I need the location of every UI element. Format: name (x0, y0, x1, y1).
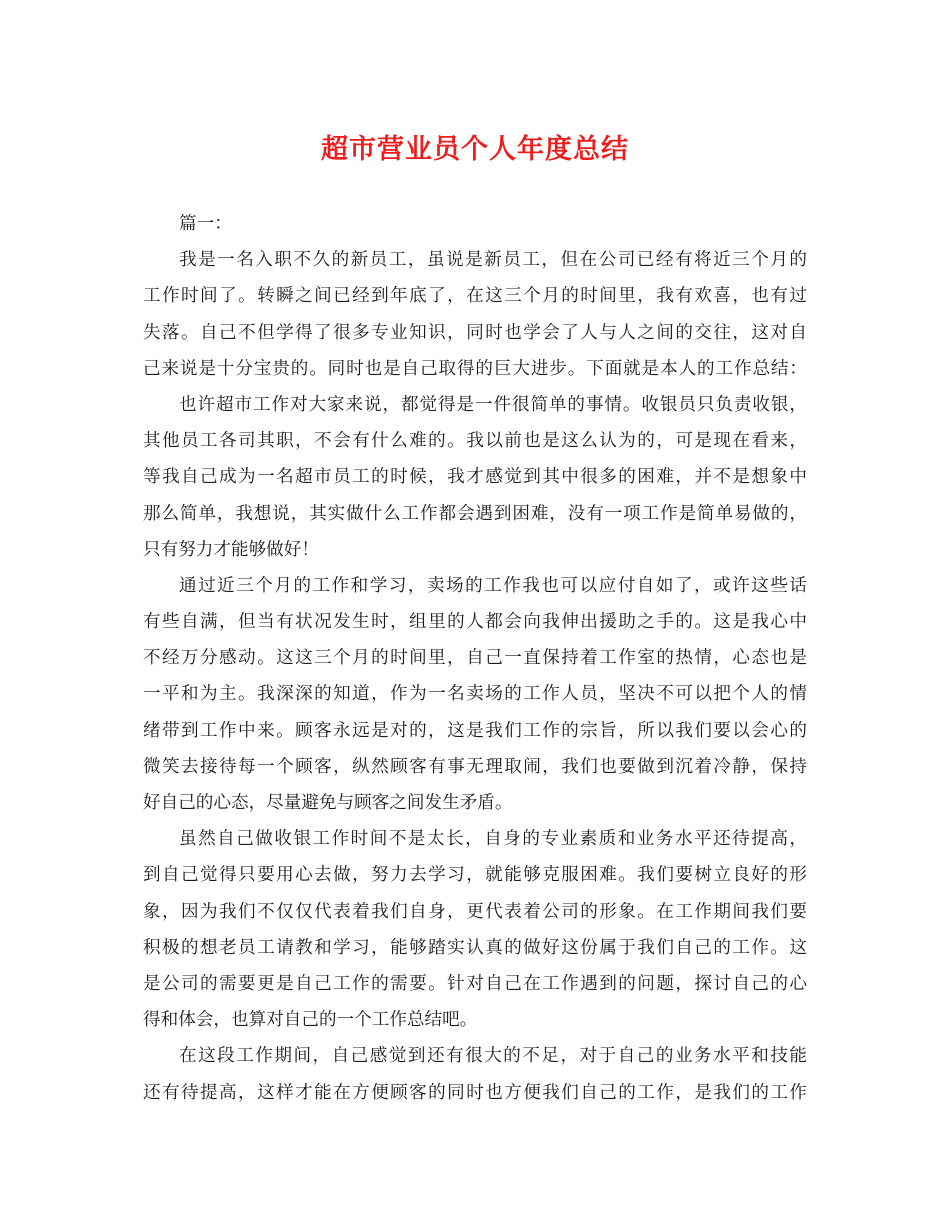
body-text-line: 一平和为主。我深深的知道，作为一名卖场的工作人员，坚决不可以把个人的情 (143, 684, 807, 705)
body-text-line: 那么简单，我想说，其实做什么工作都会遇到困难，没有一项工作是简单易做的， (143, 503, 807, 524)
body-text-line: 到自己觉得只要用心去做，努力去学习，就能够克服困难。我们要树立良好的形 (143, 865, 807, 886)
body-text-line: 得和体会，也算对自己的一个工作总结吧。 (143, 1010, 478, 1031)
body-text-line: 不经万分感动。这这三个月的时间里，自己一直保持着工作室的热情，心态也是 (143, 648, 807, 669)
body-text-line: 微笑去接待每一个顾客，纵然顾客有事无理取闹，我们也要做到沉着冷静，保持 (143, 756, 807, 777)
body-text-line: 通过近三个月的工作和学习，卖场的工作我也可以应付自如了，或许这些话 (179, 575, 807, 596)
body-text-line: 只有努力才能够做好！ (143, 539, 319, 560)
body-text-line: 等我自己成为一名超市员工的时候，我才感觉到其中很多的困难，并不是想象中 (143, 467, 807, 488)
body-text-line: 篇一： (179, 214, 232, 234)
body-text-line: 虽然自己做收银工作时间不是太长，自身的专业素质和业务水平还待提高， (179, 829, 807, 850)
body-text-line: 在这段工作期间，自己感觉到还有很大的不足，对于自己的业务水平和技能 (179, 1046, 807, 1067)
body-text-line: 绪带到工作中来。顾客永远是对的，这是我们工作的宗旨，所以我们要以会心的 (143, 720, 807, 741)
body-text-line: 有些自满，但当有状况发生时，组里的人都会向我伸出援助之手的。这是我心中 (143, 612, 807, 633)
body-text-line: 象，因为我们不仅仅代表着我们自身，更代表着公司的形象。在工作期间我们要 (143, 901, 807, 922)
document-body (143, 206, 807, 1111)
body-text-line: 己来说是十分宝贵的。同时也是自己取得的巨大进步。下面就是本人的工作总结： (143, 358, 807, 379)
body-text-line: 也许超市工作对大家来说，都觉得是一件很简单的事情。收银员只负责收银， (179, 394, 807, 415)
body-text-line: 其他员工各司其职，不会有什么难的。我以前也是这么认为的，可是现在看来， (143, 431, 807, 452)
body-text-line: 积极的想老员工请教和学习，能够踏实认真的做好这份属于我们自己的工作。这 (143, 937, 807, 958)
body-text-line: 好自己的心态，尽量避免与顾客之间发生矛盾。 (143, 793, 513, 813)
body-text-line: 我是一名入职不久的新员工，虽说是新员工，但在公司已经有将近三个月的 (179, 250, 807, 271)
body-text-line: 还有待提高，这样才能在方便顾客的同时也方便我们自己的工作，是我们的工作 (143, 1082, 807, 1103)
document-title: 超市营业员个人年度总结 (321, 134, 629, 165)
body-text-line: 是公司的需要更是自己工作的需要。针对自己在工作遇到的问题，探讨自己的心 (143, 973, 807, 994)
body-text-line: 失落。自己不但学得了很多专业知识，同时也学会了人与人之间的交往，这对自 (143, 322, 807, 343)
body-text-line: 工作时间了。转瞬之间已经到年底了，在这三个月的时间里，我有欢喜，也有过 (143, 286, 807, 307)
